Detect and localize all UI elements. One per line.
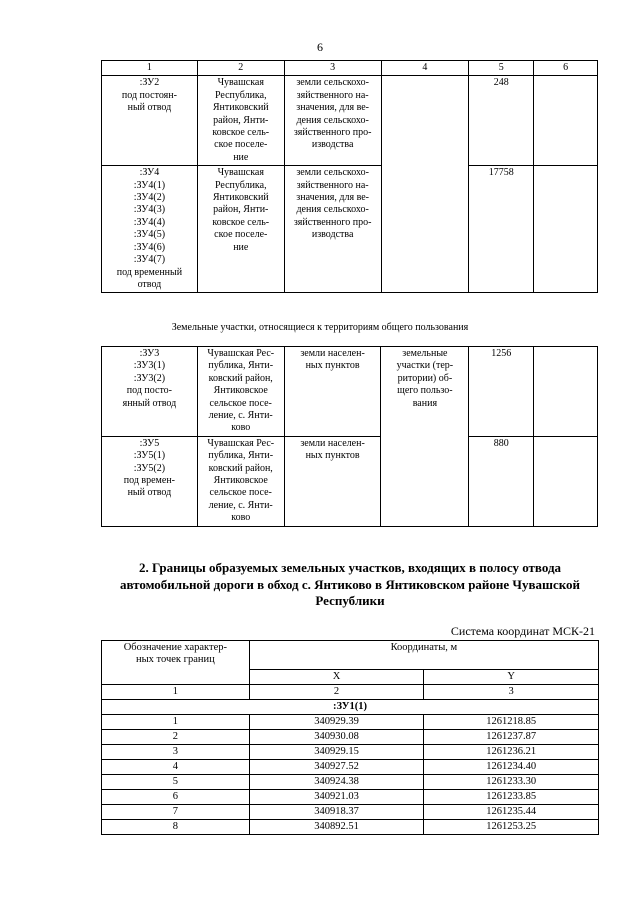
plot-location: Чувашская Республика, Янтиковский район, Янти- ковское сель- ское поселе- ние bbox=[197, 166, 284, 293]
table-row bbox=[102, 820, 599, 835]
plot-location: Чувашская Рес- публика, Янти- ковский район, Янтиковское сельское посе- ление, с. Янти- ково bbox=[197, 436, 284, 526]
section-heading: 2. Границы образуемых земельных участков, входящих в полосу отвода автомобильной дороги в обход с. Янтиково в Янтиковском районе Чувашской Республики bbox=[119, 560, 581, 608]
land-plots-table bbox=[101, 60, 598, 293]
column-number-row bbox=[102, 685, 599, 700]
x-coordinate: 340924.38 bbox=[249, 775, 424, 790]
header-row bbox=[102, 641, 599, 670]
table-row bbox=[102, 775, 599, 790]
col-num-5: 5 bbox=[469, 61, 534, 76]
y-coordinate: 1261235.44 bbox=[424, 805, 599, 820]
section-note: Земельные участки, относящиеся к территориям общего пользования bbox=[171, 322, 469, 333]
table-row bbox=[102, 730, 599, 745]
permitted-use bbox=[381, 76, 469, 293]
point-number: 7 bbox=[102, 805, 250, 820]
x-coordinate: 340929.15 bbox=[249, 745, 424, 760]
plot-area: 1256 bbox=[469, 347, 534, 437]
plot-location: Чувашская Рес- публика, Янти- ковский район, Янтиковское сельское посе- ление, с. Янти- ково bbox=[197, 347, 284, 437]
point-number: 8 bbox=[102, 820, 250, 835]
table-row bbox=[102, 166, 598, 293]
plot-location: Чувашская Республика, Янтиковский район, Янти- ковское сель- ское поселе- ние bbox=[197, 76, 284, 166]
y-coordinate: 1261253.25 bbox=[424, 820, 599, 835]
coordinate-system-label: Система координат МСК-21 bbox=[450, 624, 595, 638]
y-coordinate: 1261233.85 bbox=[424, 790, 599, 805]
plot-area: 248 bbox=[469, 76, 534, 166]
land-category: земли сельскохо- зяйственного на- значения, для ве- дения сельскохо- зяйственного про- изводства bbox=[284, 166, 381, 293]
column-number-row bbox=[102, 61, 598, 76]
points-header: Обозначение характер- ных точек границ bbox=[102, 641, 250, 685]
col-num-1: 1 bbox=[102, 61, 198, 76]
y-coordinate: 1261237.87 bbox=[424, 730, 599, 745]
col-num-1: 1 bbox=[102, 685, 250, 700]
plot-designation: :ЗУ3 :ЗУ3(1) :ЗУ3(2) под посто- янный отвод bbox=[102, 347, 198, 437]
col-num-2: 2 bbox=[197, 61, 284, 76]
group-row bbox=[102, 700, 599, 715]
y-coordinate: 1261236.21 bbox=[424, 745, 599, 760]
x-coordinate: 340927.52 bbox=[249, 760, 424, 775]
table-row bbox=[102, 715, 599, 730]
land-category: земли сельскохо- зяйственного на- значения, для ве- дения сельскохо- зяйственного про- изводства bbox=[284, 76, 381, 166]
point-number: 1 bbox=[102, 715, 250, 730]
col-num-6: 6 bbox=[534, 61, 598, 76]
page-number: 6 bbox=[317, 40, 323, 54]
notes bbox=[534, 347, 598, 437]
table-row bbox=[102, 790, 599, 805]
y-header: Y bbox=[424, 670, 599, 685]
table-row bbox=[102, 436, 598, 526]
x-coordinate: 340921.03 bbox=[249, 790, 424, 805]
land-category: земли населен- ных пунктов bbox=[284, 347, 381, 437]
notes bbox=[534, 166, 598, 293]
permitted-use: земельные участки (тер- ритории) об- щего пользо- вания bbox=[381, 347, 469, 527]
table-row bbox=[102, 805, 599, 820]
col-num-4: 4 bbox=[381, 61, 469, 76]
plot-designation: :ЗУ4 :ЗУ4(1) :ЗУ4(2) :ЗУ4(3) :ЗУ4(4) :ЗУ4(5) :ЗУ4(6) :ЗУ4(7) под временный отвод bbox=[102, 166, 198, 293]
plot-designation: :ЗУ2 под постоян- ный отвод bbox=[102, 76, 198, 166]
plot-area: 880 bbox=[469, 436, 534, 526]
x-coordinate: 340892.51 bbox=[249, 820, 424, 835]
point-number: 4 bbox=[102, 760, 250, 775]
y-coordinate: 1261233.30 bbox=[424, 775, 599, 790]
point-number: 3 bbox=[102, 745, 250, 760]
plot-group-label: :ЗУ1(1) bbox=[102, 700, 599, 715]
notes bbox=[534, 436, 598, 526]
coordinates-header: Координаты, м bbox=[249, 641, 598, 670]
table-row bbox=[102, 347, 598, 437]
land-category: земли населен- ных пунктов bbox=[284, 436, 381, 526]
x-header: X bbox=[249, 670, 424, 685]
notes bbox=[534, 76, 598, 166]
plot-area: 17758 bbox=[469, 166, 534, 293]
col-num-3: 3 bbox=[424, 685, 599, 700]
x-coordinate: 340930.08 bbox=[249, 730, 424, 745]
plot-designation: :ЗУ5 :ЗУ5(1) :ЗУ5(2) под времен- ный отвод bbox=[102, 436, 198, 526]
table-row bbox=[102, 760, 599, 775]
point-number: 2 bbox=[102, 730, 250, 745]
col-num-3: 3 bbox=[284, 61, 381, 76]
public-land-plots-table bbox=[101, 346, 598, 527]
table-row bbox=[102, 76, 598, 166]
point-number: 5 bbox=[102, 775, 250, 790]
x-coordinate: 340918.37 bbox=[249, 805, 424, 820]
coordinates-table bbox=[101, 640, 599, 835]
y-coordinate: 1261234.40 bbox=[424, 760, 599, 775]
x-coordinate: 340929.39 bbox=[249, 715, 424, 730]
table-row bbox=[102, 745, 599, 760]
y-coordinate: 1261218.85 bbox=[424, 715, 599, 730]
col-num-2: 2 bbox=[249, 685, 424, 700]
point-number: 6 bbox=[102, 790, 250, 805]
